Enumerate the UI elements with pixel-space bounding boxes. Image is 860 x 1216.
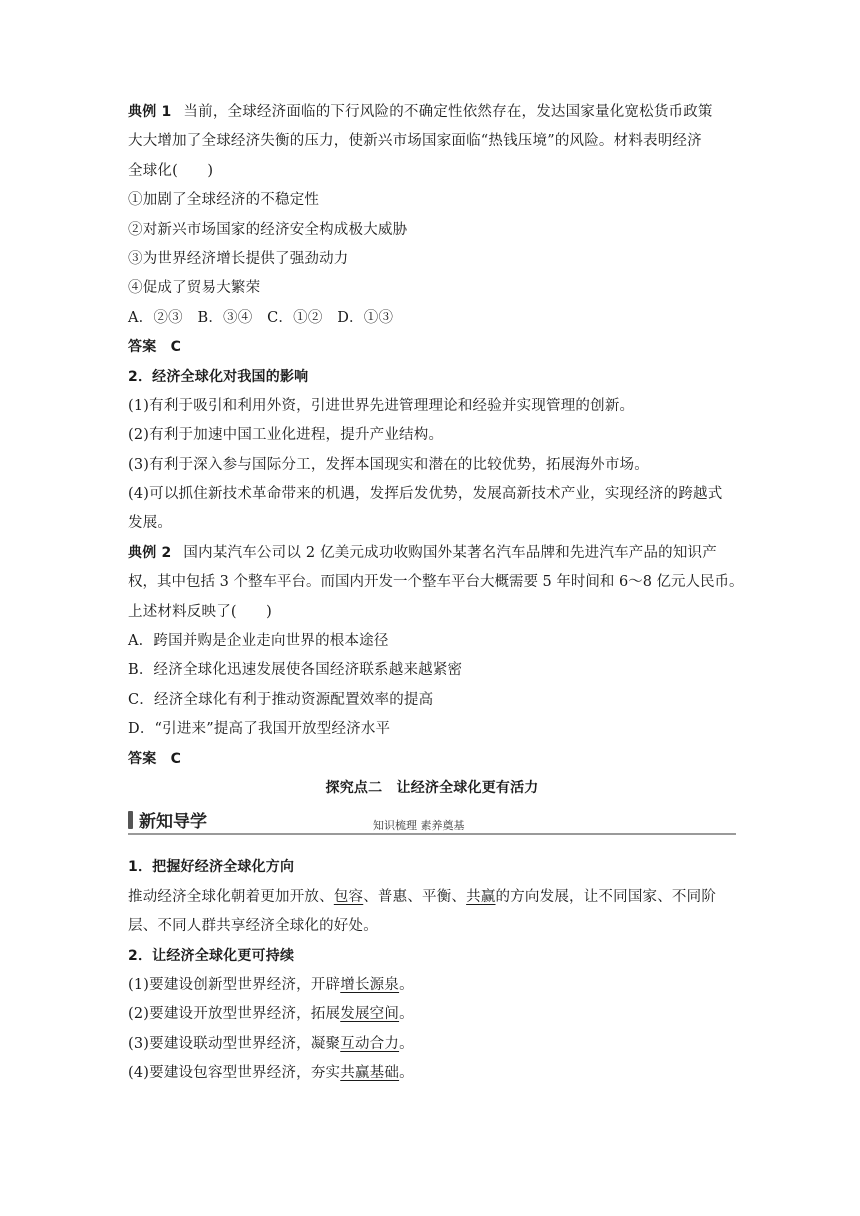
example-2-line-2: 权，其中包括 3 个整车平台。而国内开发一个整车平台大概需要 5 年时间和 6～8 亿元人民币。 xyxy=(128,574,744,591)
document-content xyxy=(128,98,744,1089)
example-2-option-d: D．“引进来”提高了我国开放型经济水平 xyxy=(128,721,391,738)
banner-marker-icon xyxy=(128,811,133,829)
section-2-point-2: (2)有利于加速中国工业化进程，提升产业结构。 xyxy=(128,427,444,444)
example-1-option-1: ①加剧了全球经济的不稳定性 xyxy=(128,192,320,209)
subsection-2-item-2: (2)要建设开放型世界经济，拓展发展空间。 xyxy=(128,1006,414,1023)
underlined-term: 互动合力 xyxy=(340,1035,400,1052)
subsection-1-line-1: 推动经济全球化朝着更加开放、包容、普惠、平衡、共赢的方向发展，让不同国家、不同阶 xyxy=(128,888,717,905)
example-1-option-4: ④促成了贸易大繁荣 xyxy=(128,280,261,297)
subsection-1-line-2: 层、不同人群共享经济全球化的好处。 xyxy=(128,918,378,935)
section-2-point-4-line-2: 发展。 xyxy=(128,515,173,532)
section-2-heading: 2．经济全球化对我国的影响 xyxy=(128,368,309,385)
section-2-point-3: (3)有利于深入参与国际分工，发挥本国现实和潜在的比较优势，拓展海外市场。 xyxy=(128,456,649,473)
banner-title: 新知导学 xyxy=(139,807,213,832)
example-1-label: 典例 1 xyxy=(128,104,172,120)
example-2-option-a: A．跨国并购是企业走向世界的根本途径 xyxy=(128,633,389,650)
underlined-term: 共赢基础 xyxy=(340,1065,400,1082)
subsection-2-item-4: (4)要建设包容型世界经济，夯实共赢基础。 xyxy=(128,1065,414,1082)
underlined-term: 包容 xyxy=(333,888,364,905)
subsection-2-heading: 2．让经济全球化更可持续 xyxy=(128,947,295,964)
example-1-answer: 答案 C xyxy=(128,339,182,356)
example-2-line-1: 典例 2 国内某汽车公司以 2 亿美元成功收购国外某著名汽车品牌和先进汽车产品的知识产 xyxy=(128,544,717,561)
subsection-1-heading: 1．把握好经济全球化方向 xyxy=(128,859,295,876)
subsection-2-item-1: (1)要建设创新型世界经济，开辟增长源泉。 xyxy=(128,976,414,993)
example-2-line-3: 上述材料反映了( ) xyxy=(128,603,273,620)
example-2-option-b: B．经济全球化迅速发展使各国经济联系越来越紧密 xyxy=(128,662,463,679)
section-2-point-1: (1)有利于吸引和利用外资，引进世界先进管理理论和经验并实现管理的创新。 xyxy=(128,397,635,414)
example-2-answer: 答案 C xyxy=(128,750,182,767)
example-1-choices: A．②③ B．③④ C．①② D．①③ xyxy=(128,309,394,326)
example-1-line-1: 典例 1 当前，全球经济面临的下行风险的不确定性依然存在，发达国家量化宽松货币政策 xyxy=(128,104,713,120)
example-2-label: 典例 2 xyxy=(128,544,172,561)
underlined-term: 发展空间 xyxy=(340,1006,400,1023)
subsection-2-item-3: (3)要建设联动型世界经济，凝聚互动合力。 xyxy=(128,1035,414,1052)
example-1-line-2: 大大增加了全球经济失衡的压力，使新兴市场国家面临“热钱压境”的风险。材料表明经济 xyxy=(128,133,702,150)
banner-underline xyxy=(128,833,736,835)
underlined-term: 增长源泉 xyxy=(340,976,400,993)
section-title: 探究点二 让经济全球化更有活力 xyxy=(325,779,539,796)
section-2-point-4-line-1: (4)可以抓住新技术革命带来的机遇，发挥后发优势，发展高新技术产业，实现经济的跨越式 xyxy=(128,486,723,503)
underlined-term: 共赢 xyxy=(466,888,496,905)
example-1-option-2: ②对新兴市场国家的经济安全构成极大威胁 xyxy=(128,221,408,238)
banner-tag xyxy=(128,807,213,832)
example-1-line-3: 全球化( ) xyxy=(128,162,214,179)
example-1-option-3: ③为世界经济增长提供了强劲动力 xyxy=(128,250,349,267)
banner-subtitle: 知识梳理 素养奠基 xyxy=(373,819,465,833)
example-2-option-c: C．经济全球化有利于推动资源配置效率的提高 xyxy=(128,691,434,708)
new-knowledge-banner xyxy=(128,805,736,839)
